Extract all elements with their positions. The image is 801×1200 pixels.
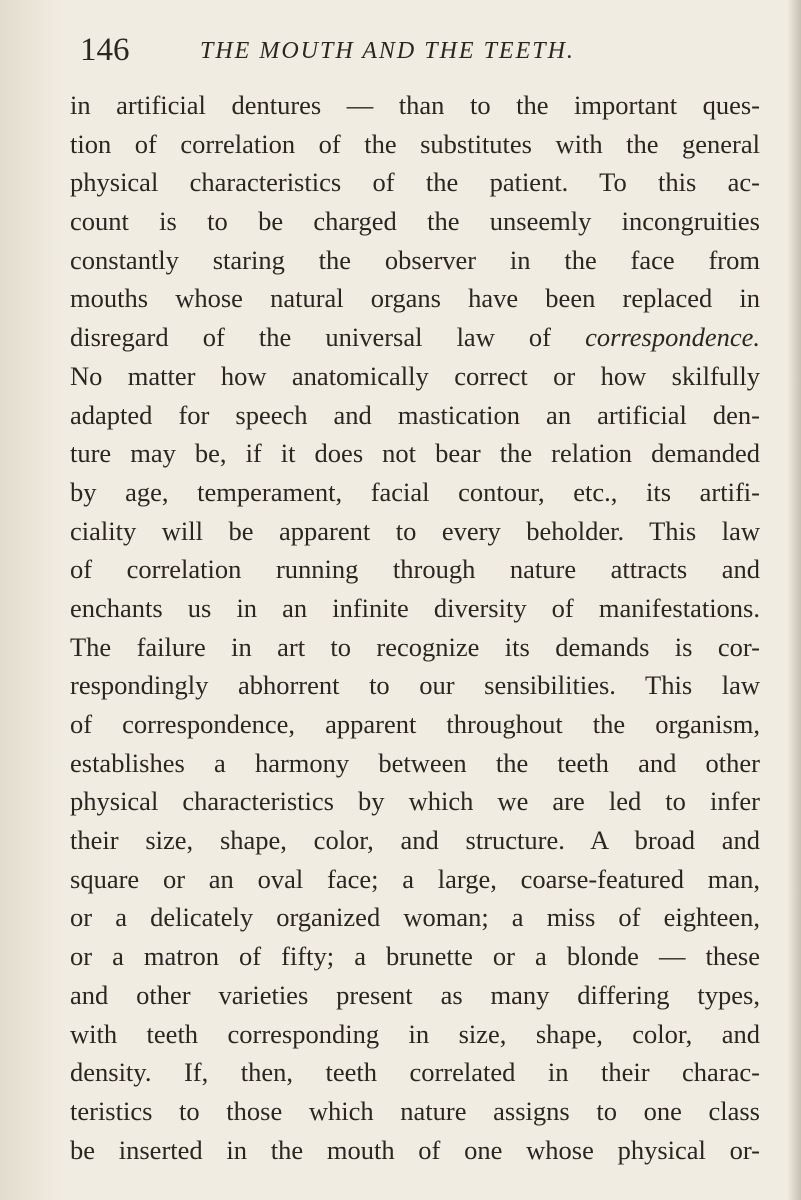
text-line: establishes a harmony between the teeth and other <box>70 747 760 778</box>
text-line: teristics to those which nature assigns to one class <box>70 1095 760 1126</box>
text-line-with-emphasis <box>70 318 760 357</box>
text-line: their size, shape, color, and structure. A broad and <box>70 825 760 856</box>
text-line: ture may be, if it does not bear the relation demanded <box>70 438 760 469</box>
text-line: by age, temperament, facial contour, etc., its artifi- <box>70 476 760 507</box>
running-title: THE MOUTH AND THE TEETH. <box>200 38 575 64</box>
text-line: of correspondence, apparent throughout the organism, <box>70 709 760 739</box>
text-line: of correlation running through nature attracts and <box>70 554 760 585</box>
text-line: respondingly abhorrent to our sensibilities. This law <box>70 670 760 701</box>
text-line: adapted for speech and mastication an artificial den- <box>70 399 760 430</box>
text-line: count is to be charged the unseemly incongruities <box>70 206 760 237</box>
text-line: with teeth corresponding in size, shape, color, and <box>70 1018 760 1049</box>
text-line: density. If, then, teeth correlated in their charac- <box>70 1057 760 1088</box>
text-line: physical characteristics of the patient. To this ac- <box>70 167 760 198</box>
text-line: enchants us in an infinite diversity of manifestations. <box>70 592 760 623</box>
running-head <box>80 30 760 70</box>
text-line: mouths whose natural organs have been replaced in <box>70 283 760 314</box>
text-line: or a delicately organized woman; a miss of eighteen, <box>70 902 760 933</box>
text-line: or a matron of fifty; a brunette or a blonde — these <box>70 941 760 972</box>
text-line: No matter how anatomically correct or how skilfully <box>70 360 760 391</box>
emphasis-word: correspondence. <box>585 322 761 353</box>
text-segment: disregard of the universal law of <box>70 322 552 353</box>
page-number: 146 <box>80 32 130 68</box>
page-edge-shadow <box>787 0 801 1200</box>
text-line: square or an oval face; a large, coarse-featured man, <box>70 863 760 894</box>
text-line: physical characteristics by which we are led to infer <box>70 786 760 817</box>
text-line: be inserted in the mouth of one whose physical or- <box>70 1134 760 1165</box>
text-line: and other varieties present as many differing types, <box>70 979 760 1010</box>
text-line: ciality will be apparent to every beholder. This law <box>70 515 760 546</box>
text-line: The failure in art to recognize its demands is cor- <box>70 631 760 662</box>
text-line: in artificial dentures — than to the important ques- <box>70 90 760 120</box>
text-line: tion of correlation of the substitutes with the general <box>70 128 760 159</box>
gutter-shadow <box>0 0 60 1200</box>
body-text <box>70 86 760 1169</box>
text-line: constantly staring the observer in the face from <box>70 244 760 275</box>
